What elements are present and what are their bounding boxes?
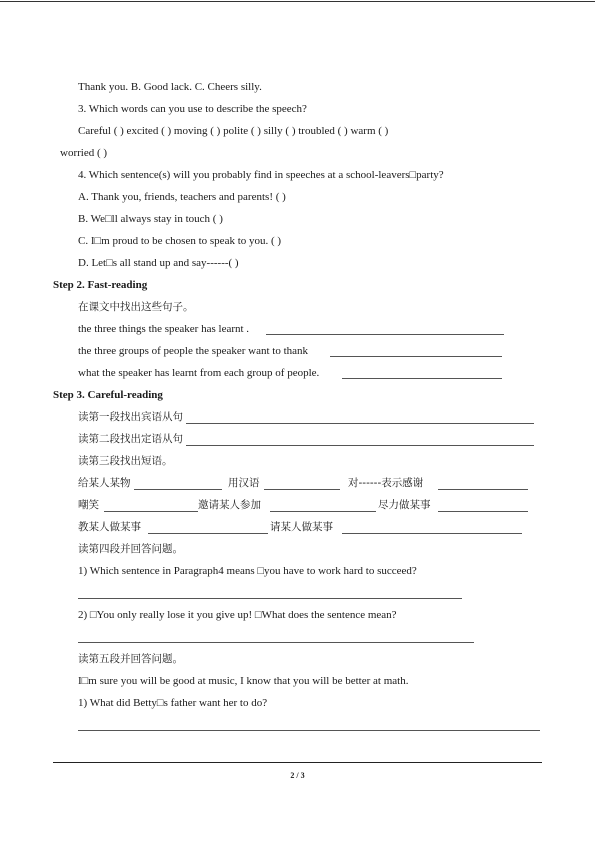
step2-item-2: the three groups of people the speaker want to thank [78,345,309,357]
answer-blank [148,533,268,534]
answer-blank [438,511,528,512]
answer-blank [342,533,522,534]
para5-question-1: 1) What did Betty□s father want her to do? [78,697,268,709]
q4-option-d: D. Let□s all stand up and say------( ) [78,257,239,269]
q3-options-line1: Careful ( ) excited ( ) moving ( ) polite ( ) silly ( ) troubled ( ) warm ( ) [78,125,389,137]
answer-blank [78,598,462,599]
step3-heading: Step 3. Careful-reading [53,389,163,401]
step3-para2: 读第二段找出定语从句 [78,433,183,445]
answer-blank [266,334,504,335]
step3-para5: 读第五段并回答问题。 [78,653,183,665]
step3-para3: 读第三段找出短语。 [78,455,173,467]
answer-blank [330,356,502,357]
phrase-laugh-at: 嘲笑 [78,499,99,511]
answer-blank [134,489,222,490]
q3-question: 3. Which words can you use to describe the speech? [78,103,307,115]
phrase-invite-sb: 邀请某人参加 [198,499,261,511]
answer-blank [78,730,540,731]
top-border [0,1,595,2]
phrase-thanks-for: 对------表示感谢 [348,477,424,489]
answer-blank [342,378,502,379]
q2-options: Thank you. B. Good lack. C. Cheers silly. [78,81,262,93]
step3-para4: 读第四段并回答问题。 [78,543,183,555]
answer-blank [78,642,474,643]
step2-heading: Step 2. Fast-reading [53,279,148,291]
answer-blank [264,489,340,490]
q4-option-b: B. We□ll always stay in touch ( ) [78,213,223,225]
para4-question-1: 1) Which sentence in Paragraph4 means □you have to work hard to succeed? [78,565,417,577]
phrase-in-chinese: 用汉语 [228,477,260,489]
phrase-teach-sb: 教某人做某事 [78,521,141,533]
step2-item-3: what the speaker has learnt from each group of people. [78,367,320,379]
step2-instruction: 在课文中找出这些句子。 [78,301,194,313]
answer-blank [186,423,534,424]
q4-option-c: C. I□m proud to be chosen to speak to you. ( ) [78,235,282,247]
answer-blank [438,489,528,490]
q4-question: 4. Which sentence(s) will you probably find in speeches at a school-leavers□party? [78,169,444,181]
page-number: 2 / 3 [290,771,305,780]
para5-sentence: I□m sure you will be good at music, I know that you will be better at math. [78,675,409,687]
para4-question-2: 2) □You only really lose it you give up! □What does the sentence mean? [78,609,397,621]
q4-option-a: A. Thank you, friends, teachers and parents! ( ) [78,191,286,203]
answer-blank [270,511,376,512]
step2-item-1: the three things the speaker has learnt . [78,323,250,335]
phrase-try-best: 尽力做某事 [378,499,431,511]
answer-blank [186,445,534,446]
footer-divider [53,762,542,763]
step3-para1: 读第一段找出宾语从句 [78,411,183,423]
phrase-ask-sb: 请某人做某事 [270,521,333,533]
answer-blank [104,511,198,512]
q3-options-line2: worried ( ) [60,147,108,159]
phrase-give-sb-sth: 给某人某物 [78,477,131,489]
